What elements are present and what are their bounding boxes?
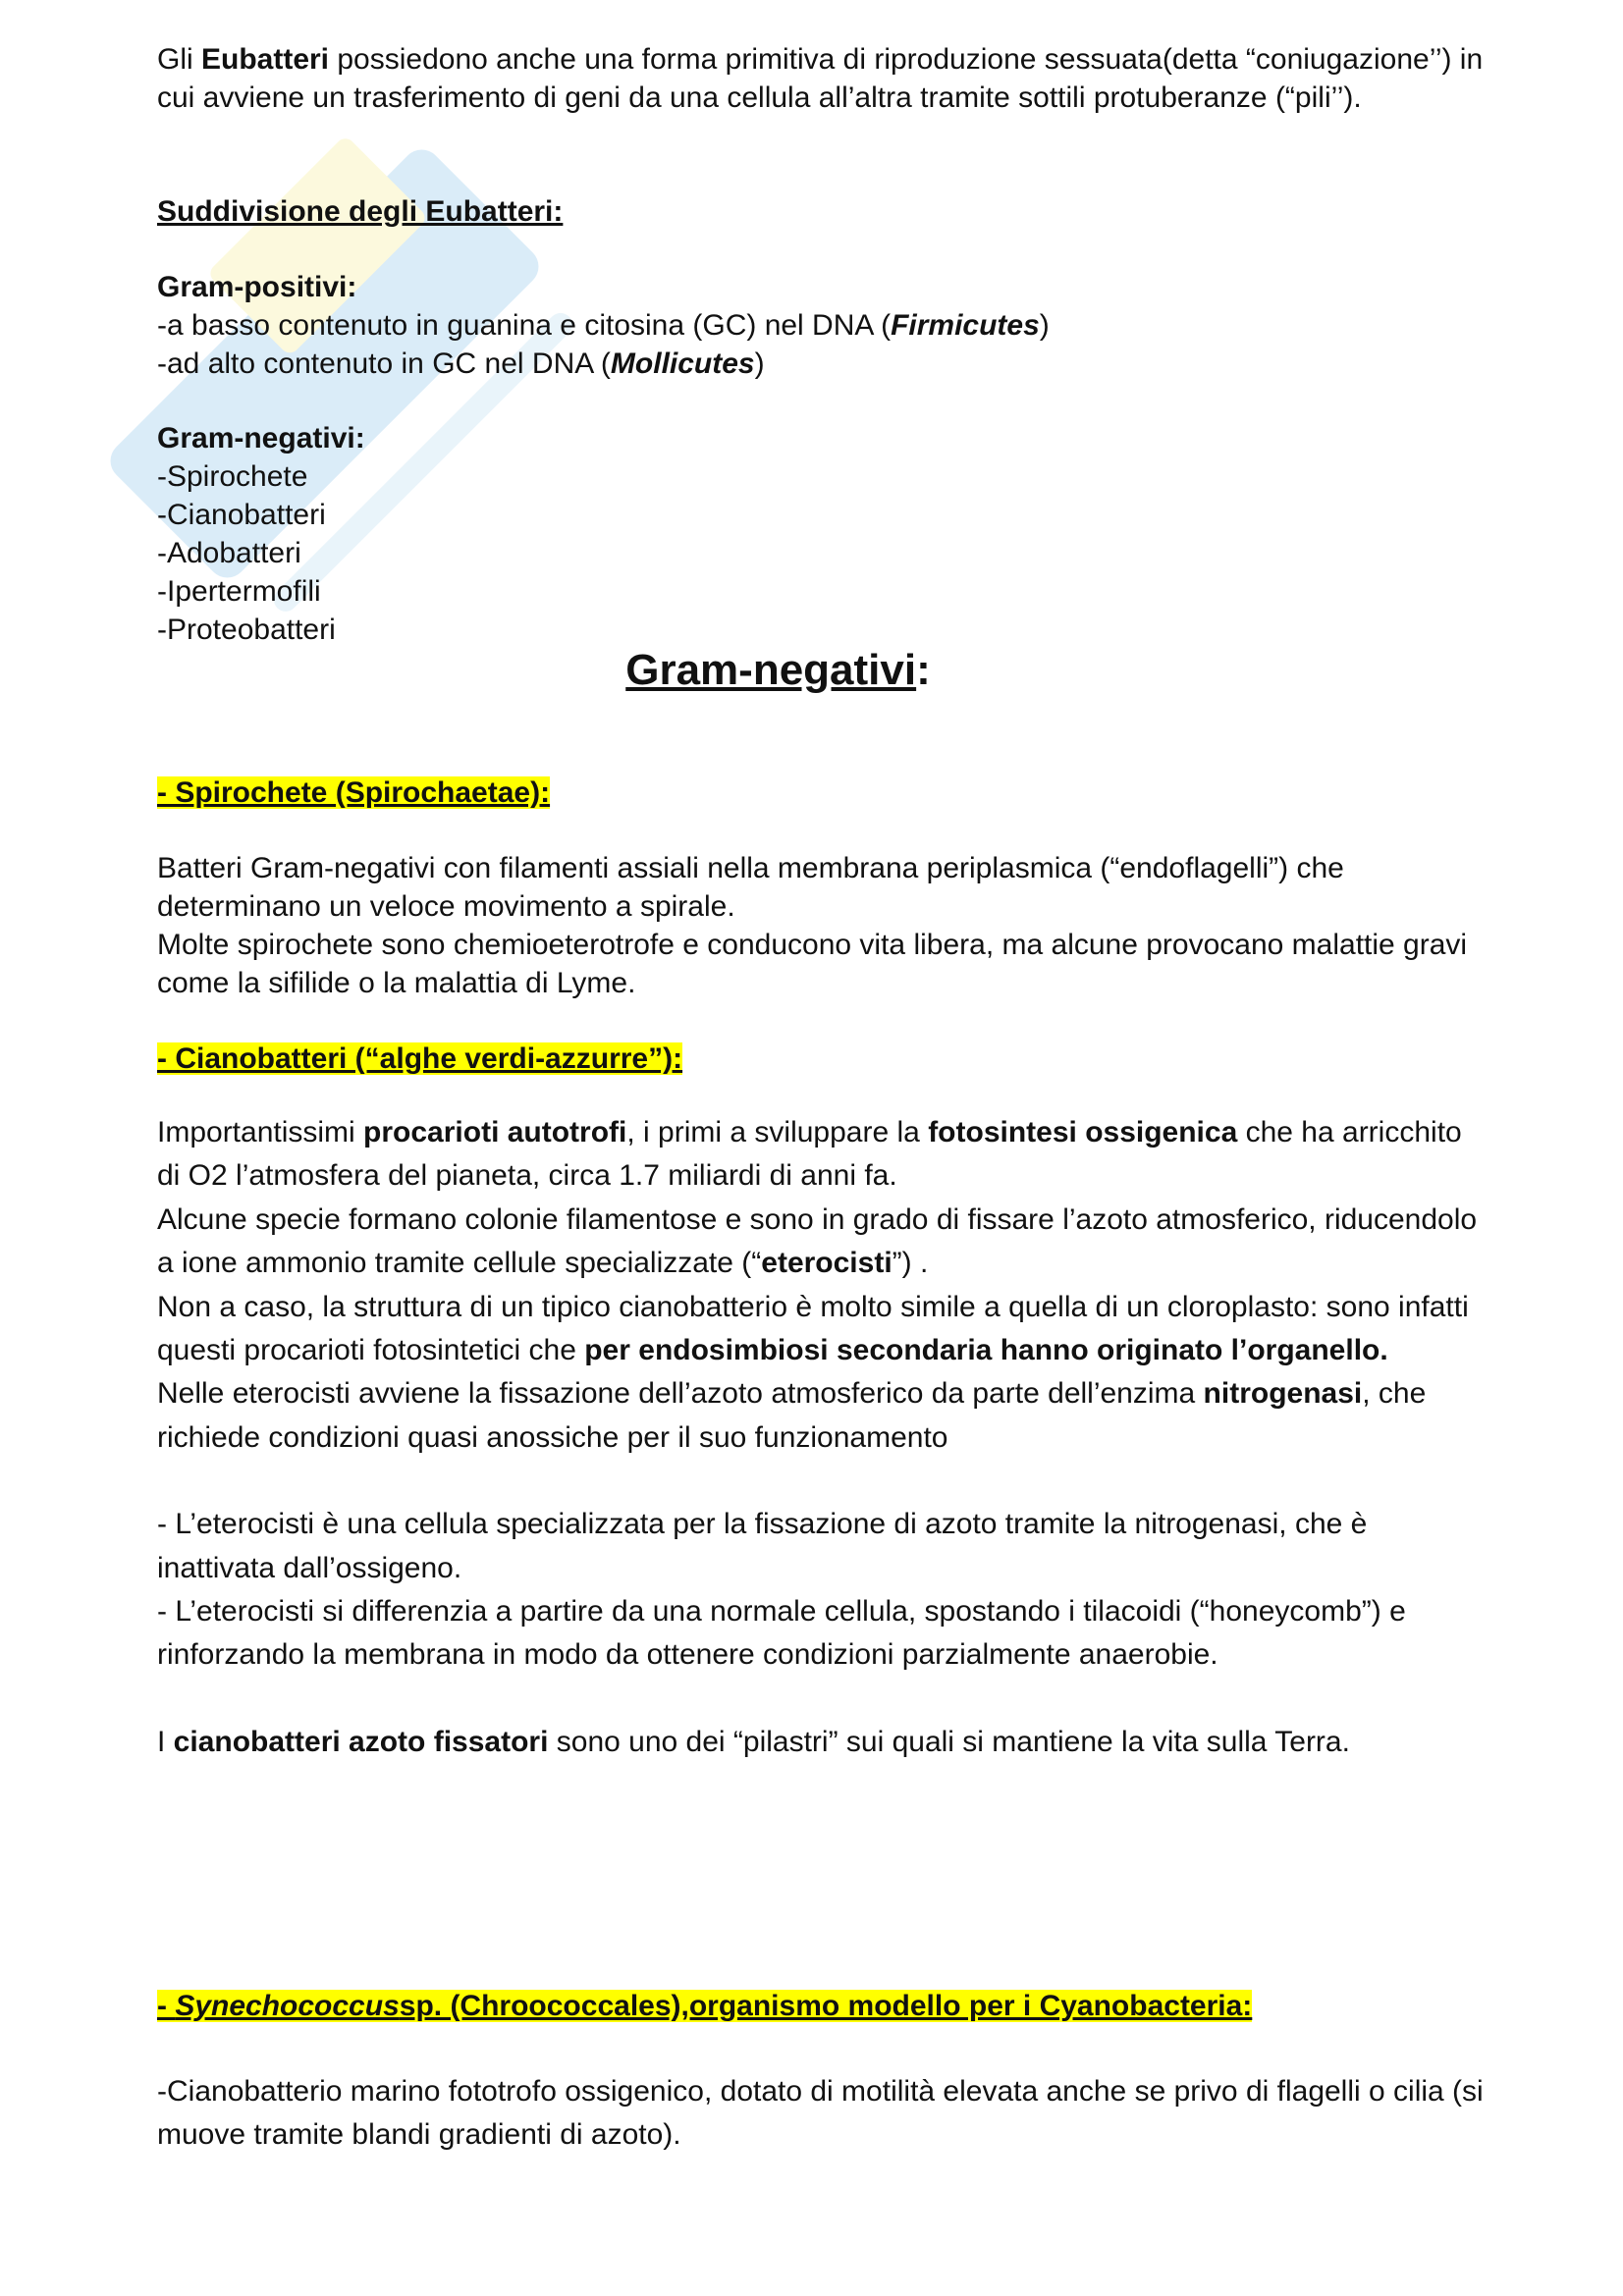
section-title	[0, 646, 1556, 695]
list-item: -Spirochete	[157, 460, 308, 493]
heading: Suddivisione degli Eubatteri:	[157, 195, 564, 228]
synechococcus-heading	[157, 1987, 1492, 2025]
heading: - Spirochete (Spirochaetae):	[157, 776, 551, 809]
cianobatteri-heading	[157, 1040, 1492, 1078]
bold-term: Eubatteri	[201, 43, 330, 76]
cianobatteri-paragraph	[157, 1111, 1492, 1764]
list-item: -Ipertermofili	[157, 575, 321, 608]
gram-negative-section	[157, 419, 1492, 649]
gram-positive-section	[157, 268, 1492, 383]
text: Molte spirochete sono chemioeterotrofe e conducono vita libera, ma alcune provocano malattie gravi come la sifilide o la malattia di Lyme.	[157, 929, 1468, 999]
bold-term: per endosimbiosi secondaria hanno originato l’organello.	[584, 1334, 1388, 1367]
text: I	[157, 1725, 174, 1758]
text: , che richiede condizioni quasi anossiche per il suo funzionamento	[157, 1377, 1427, 1454]
text: Nelle eterocisti avviene la fissazione dell’azoto atmosferico da parte dell’enzima	[157, 1377, 1204, 1411]
text: possiedono anche una forma primitiva di riproduzione sessuata(detta “coniugazione’’) in cui avviene un trasferimento di geni da una cellula all’altra tramite sottili protuberanze (“pili’’).	[157, 43, 1484, 114]
text: )	[1039, 309, 1050, 342]
text: -	[157, 1990, 176, 2022]
text: Non a caso, la struttura di un tipico cianobatterio è molto simile a quella di un cloroplasto: sono infatti questi procarioti fotosintetici che	[157, 1290, 1469, 1367]
title-text: Gram-negativi	[625, 646, 917, 694]
bold-term: fotosintesi ossigenica	[928, 1116, 1238, 1148]
spirochete-paragraph	[157, 849, 1492, 1002]
subdivision-heading	[157, 192, 1492, 231]
list-item: -Cianobatteri	[157, 499, 326, 531]
gram-negative-label: Gram-negativi:	[157, 422, 365, 454]
text: Gli	[157, 43, 201, 76]
taxon-name: Firmicutes	[891, 309, 1040, 342]
text: che ha arricchito di O2 l’atmosfera del pianeta, circa 1.7 miliardi di anni fa.	[157, 1116, 1462, 1193]
bold-term: cianobatteri azoto fissatori	[173, 1725, 549, 1758]
text: -a basso contenuto in guanina e citosina (GC) nel DNA (	[157, 309, 892, 342]
gram-positive-label: Gram-positivi:	[157, 271, 357, 303]
bold-term: nitrogenasi	[1203, 1377, 1363, 1411]
list-item	[157, 306, 1492, 345]
text: , i primi a sviluppare la	[626, 1116, 929, 1148]
heading: - Cianobatteri (“alghe verdi-azzurre”):	[157, 1042, 683, 1075]
bullet-item: - L’eterocisti si differenzia a partire da una normale cellula, spostando i tilacoidi (“honeycomb”) e rinforzando la membrana in modo da ottenere condizioni parzialmente anaerobie.	[157, 1595, 1406, 1672]
taxon-name: Synechococcus	[175, 1990, 400, 2022]
list-item: -Adobatteri	[157, 537, 301, 569]
title-colon: :	[916, 646, 931, 694]
synechococcus-paragraph	[157, 2070, 1492, 2158]
bold-term: procarioti autotrofi	[363, 1116, 627, 1148]
bullet-item: - L’eterocisti è una cellula specializzata per la fissazione di azoto tramite la nitrogenasi, che è inattivata dall’ossigeno.	[157, 1508, 1368, 1584]
text: Batteri Gram-negativi con filamenti assiali nella membrana periplasmica (“endoflagelli”) che determinano un veloce movimento a spirale.	[157, 852, 1344, 923]
taxon-name: Mollicutes	[610, 347, 755, 380]
spirochete-heading	[157, 774, 1492, 812]
text: -Cianobatterio marino fototrofo ossigenico, dotato di motilità elevata anche se privo di flagelli o cilia (si muove tramite blandi gradienti di azoto).	[157, 2075, 1484, 2152]
intro-paragraph	[157, 40, 1492, 117]
text: -ad alto contenuto in GC nel DNA (	[157, 347, 611, 380]
text: Importantissimi	[157, 1116, 364, 1148]
text: sp. (Chroococcales),organismo modello per i Cyanobacteria:	[399, 1990, 1253, 2022]
text: )	[754, 347, 765, 380]
list-item	[157, 345, 1492, 383]
text: sono uno dei “pilastri” sui quali si mantiene la vita sulla Terra.	[548, 1725, 1350, 1758]
list-item: -Proteobatteri	[157, 614, 336, 646]
text: Alcune specie formano colonie filamentose e sono in grado di fissare l’azoto atmosferico, riducendolo a ione ammonio tramite cellule specializzate (“	[157, 1202, 1478, 1280]
text: ”) .	[892, 1247, 929, 1280]
bold-term: eterocisti	[761, 1247, 893, 1280]
